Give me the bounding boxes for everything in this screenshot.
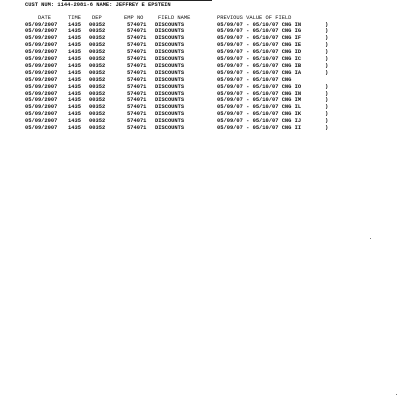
cell-paren: ): [325, 97, 329, 104]
cell-previous-value: 05/09/07 - 05/10/07 CNG ID: [217, 49, 302, 56]
column-header-emp-no: EMP NO: [124, 15, 144, 21]
cell-emp-no: 574071: [127, 56, 147, 62]
cell-time: 1435: [68, 111, 81, 118]
cell-field-name: DISCOUNTS: [155, 62, 185, 69]
cell-emp-no: 574071: [127, 111, 147, 118]
cell-dep: 00352: [89, 125, 106, 131]
cell-dep: 00352: [89, 42, 106, 49]
cell-paren: ): [325, 83, 329, 90]
cell-dep: 00352: [89, 69, 106, 76]
cell-paren: ): [325, 90, 329, 97]
cell-emp-no: 574071: [127, 97, 147, 104]
cell-date: 05/09/2007: [25, 76, 58, 83]
cell-previous-value: 05/09/07 - 05/10/07 CNG IF: [217, 35, 302, 42]
cell-field-name: DISCOUNTS: [155, 83, 185, 90]
cell-emp-no: 574071: [127, 83, 147, 90]
column-header-time: TIME: [68, 15, 81, 21]
cell-dep: 00352: [89, 76, 106, 83]
cell-emp-no: 574071: [127, 21, 147, 28]
cell-previous-value: 05/09/07 - 05/10/07 CNG IK: [217, 111, 302, 118]
cell-date: 05/09/2007: [25, 49, 58, 56]
header-rule: [62, 0, 212, 1]
cell-previous-value: 05/09/07 - 05/10/07 CNG IC: [217, 56, 302, 62]
scan-speck: [370, 238, 371, 239]
cell-time: 1435: [68, 104, 81, 111]
cell-date: 05/09/2007: [25, 111, 58, 118]
cell-field-name: DISCOUNTS: [155, 28, 185, 35]
cell-date: 05/09/2007: [25, 35, 58, 42]
cell-previous-value: 05/09/07 - 05/10/07 CNG IJ: [217, 118, 302, 125]
cell-field-name: DISCOUNTS: [155, 49, 185, 56]
cell-field-name: DISCOUNTS: [155, 21, 185, 28]
cell-paren: ): [325, 28, 329, 35]
cell-previous-value: 05/09/07 - 05/10/07 CNG IG: [217, 28, 302, 35]
cell-emp-no: 574071: [127, 62, 147, 69]
cell-time: 1435: [68, 56, 81, 62]
cell-time: 1435: [68, 28, 81, 35]
cell-dep: 00352: [89, 62, 106, 69]
cell-time: 1435: [68, 35, 81, 42]
cell-time: 1435: [68, 76, 81, 83]
scan-speck: [396, 394, 397, 395]
cell-time: 1435: [68, 90, 81, 97]
cell-emp-no: 574071: [127, 76, 147, 83]
cell-date: 05/09/2007: [25, 90, 58, 97]
cell-dep: 00352: [89, 28, 106, 35]
cell-date: 05/09/2007: [25, 83, 58, 90]
cell-previous-value: 05/09/07 - 05/10/07 CNG IL: [217, 104, 302, 111]
cell-date: 05/09/2007: [25, 62, 58, 69]
cell-date: 05/09/2007: [25, 42, 58, 49]
cell-time: 1435: [68, 118, 81, 125]
cell-emp-no: 574071: [127, 35, 147, 42]
column-header-dep: DEP: [92, 15, 102, 21]
cell-previous-value: 05/09/07 - 05/10/07 CNG IE: [217, 42, 302, 49]
cell-dep: 00352: [89, 35, 106, 42]
cell-time: 1435: [68, 97, 81, 104]
cell-field-name: DISCOUNTS: [155, 97, 185, 104]
cell-time: 1435: [68, 49, 81, 56]
cell-dep: 00352: [89, 111, 106, 118]
cell-field-name: DISCOUNTS: [155, 76, 185, 83]
cell-dep: 00352: [89, 90, 106, 97]
cell-field-name: DISCOUNTS: [155, 42, 185, 49]
cell-previous-value: 05/09/07 - 05/10/07 CNG IN: [217, 21, 302, 28]
cell-dep: 00352: [89, 104, 106, 111]
cell-paren: ): [325, 111, 329, 118]
column-header-field-name: FIELD NAME: [158, 15, 191, 21]
customer-number-label: CUST NUM:: [25, 2, 55, 8]
cell-date: 05/09/2007: [25, 125, 58, 131]
cell-previous-value: 05/09/07 - 05/10/07 CNG: [217, 76, 292, 83]
cell-emp-no: 574071: [127, 28, 147, 35]
cell-time: 1435: [68, 69, 81, 76]
cell-paren: ): [325, 118, 329, 125]
cell-date: 05/09/2007: [25, 69, 58, 76]
cell-emp-no: 574071: [127, 104, 147, 111]
cell-emp-no: 574071: [127, 118, 147, 125]
cell-emp-no: 574071: [127, 49, 147, 56]
cell-dep: 00352: [89, 83, 106, 90]
cell-paren: ): [325, 49, 329, 56]
cell-emp-no: 574071: [127, 90, 147, 97]
column-header-previous-value: PREVIOUS VALUE OF FIELD: [217, 15, 292, 21]
cell-paren: ): [325, 21, 329, 28]
customer-name-label: NAME:: [96, 2, 113, 8]
table-row: [0, 125, 400, 132]
cell-field-name: DISCOUNTS: [155, 125, 185, 131]
cell-time: 1435: [68, 125, 81, 131]
column-header-date: DATE: [38, 15, 51, 21]
cell-time: 1435: [68, 83, 81, 90]
cell-paren: ): [325, 56, 329, 62]
cell-field-name: DISCOUNTS: [155, 118, 185, 125]
cell-emp-no: 574071: [127, 125, 147, 131]
cell-dep: 00352: [89, 97, 106, 104]
cell-previous-value: 05/09/07 - 05/10/07 CNG IB: [217, 62, 302, 69]
cell-field-name: DISCOUNTS: [155, 90, 185, 97]
cell-date: 05/09/2007: [25, 56, 58, 62]
customer-info: [25, 2, 171, 8]
cell-previous-value: 05/09/07 - 05/10/07 CNG IO: [217, 83, 302, 90]
cell-previous-value: 05/09/07 - 05/10/07 CNG IA: [217, 69, 302, 76]
cell-field-name: DISCOUNTS: [155, 35, 185, 42]
cell-previous-value: 05/09/07 - 05/10/07 CNG IN: [217, 90, 302, 97]
cell-field-name: DISCOUNTS: [155, 111, 185, 118]
cell-emp-no: 574071: [127, 42, 147, 49]
cell-field-name: DISCOUNTS: [155, 56, 185, 62]
cell-dep: 00352: [89, 118, 106, 125]
cell-paren: ): [325, 104, 329, 111]
cell-dep: 00352: [89, 56, 106, 62]
cell-previous-value: 05/09/07 - 05/10/07 CNG IM: [217, 97, 302, 104]
cell-field-name: DISCOUNTS: [155, 104, 185, 111]
cell-date: 05/09/2007: [25, 104, 58, 111]
cell-dep: 00352: [89, 21, 106, 28]
cell-paren: ): [325, 42, 329, 49]
customer-number: 1144-2081-6: [57, 2, 93, 8]
cell-time: 1435: [68, 62, 81, 69]
cell-paren: ): [325, 35, 329, 42]
cell-paren: ): [325, 69, 329, 76]
cell-paren: ): [325, 62, 329, 69]
cell-date: 05/09/2007: [25, 28, 58, 35]
cell-field-name: DISCOUNTS: [155, 69, 185, 76]
cell-date: 05/09/2007: [25, 118, 58, 125]
cell-time: 1435: [68, 21, 81, 28]
cell-previous-value: 05/09/07 - 05/10/07 CNG II: [217, 125, 302, 131]
cell-time: 1435: [68, 42, 81, 49]
customer-name: JEFFREY E EPSTEIN: [115, 2, 171, 8]
cell-emp-no: 574071: [127, 69, 147, 76]
cell-date: 05/09/2007: [25, 21, 58, 28]
cell-date: 05/09/2007: [25, 97, 58, 104]
cell-paren: ): [325, 125, 329, 131]
cell-dep: 00352: [89, 49, 106, 56]
